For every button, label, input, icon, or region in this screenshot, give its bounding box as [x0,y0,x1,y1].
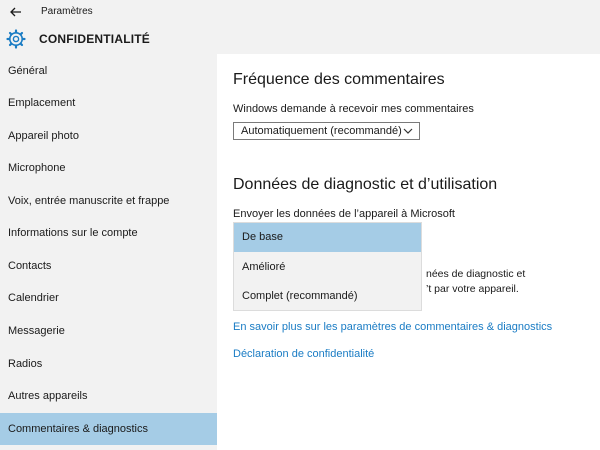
sidebar-item-location[interactable]: Emplacement [8,97,76,109]
sidebar-item-messaging[interactable]: Messagerie [8,325,65,337]
privacy-statement-link[interactable]: Déclaration de confidentialité [233,348,375,360]
feedback-frequency-label: Windows demande à recevoir mes commentaires [233,103,474,115]
diagnostics-description-line2: ’t par votre appareil. [426,283,519,295]
sidebar-item-other-devices[interactable]: Autres appareils [8,390,88,402]
chevron-down-icon [403,128,413,134]
sidebar-item-contacts[interactable]: Contacts [8,260,52,272]
feedback-frequency-select[interactable] [233,122,420,140]
back-button[interactable] [4,2,28,22]
sidebar-item-radios[interactable]: Radios [8,358,43,370]
diagnostics-description-line1: nées de diagnostic et [426,268,526,280]
diagnostics-label: Envoyer les données de l’appareil à Microsoft [233,208,455,220]
feedback-frequency-heading: Fréquence des commentaires [233,71,445,88]
diagnostics-heading: Données de diagnostic et d’utilisation [233,176,498,193]
sidebar-item-account-info[interactable]: Informations sur le compte [8,227,138,239]
dropdown-option-full[interactable]: Complet (recommandé) [242,290,358,302]
title-bar [0,0,600,24]
window-title: Paramètres [41,6,93,17]
gear-icon [6,29,26,49]
diagnostics-dropdown-list [233,222,422,311]
feedback-frequency-value: Automatiquement (recommandé) [241,125,402,137]
sidebar-item-calendar[interactable]: Calendrier [8,292,59,304]
page-title: CONFIDENTIALITÉ [39,32,150,46]
sidebar-item-general[interactable]: Général [8,65,48,77]
sidebar-item-microphone[interactable]: Microphone [8,162,66,174]
sidebar-item-feedback-diagnostics[interactable]: Commentaires & diagnostics [0,413,217,445]
sidebar-item-camera[interactable]: Appareil photo [8,130,79,142]
dropdown-option-basic[interactable]: De base [234,223,421,252]
section-header [0,24,600,54]
back-arrow-icon [10,7,22,17]
sidebar [0,54,217,450]
dropdown-option-enhanced[interactable]: Amélioré [242,261,286,273]
learn-more-link[interactable]: En savoir plus sur les paramètres de commentaires & diagnostics [233,321,553,333]
sidebar-item-speech[interactable]: Voix, entrée manuscrite et frappe [8,195,170,207]
